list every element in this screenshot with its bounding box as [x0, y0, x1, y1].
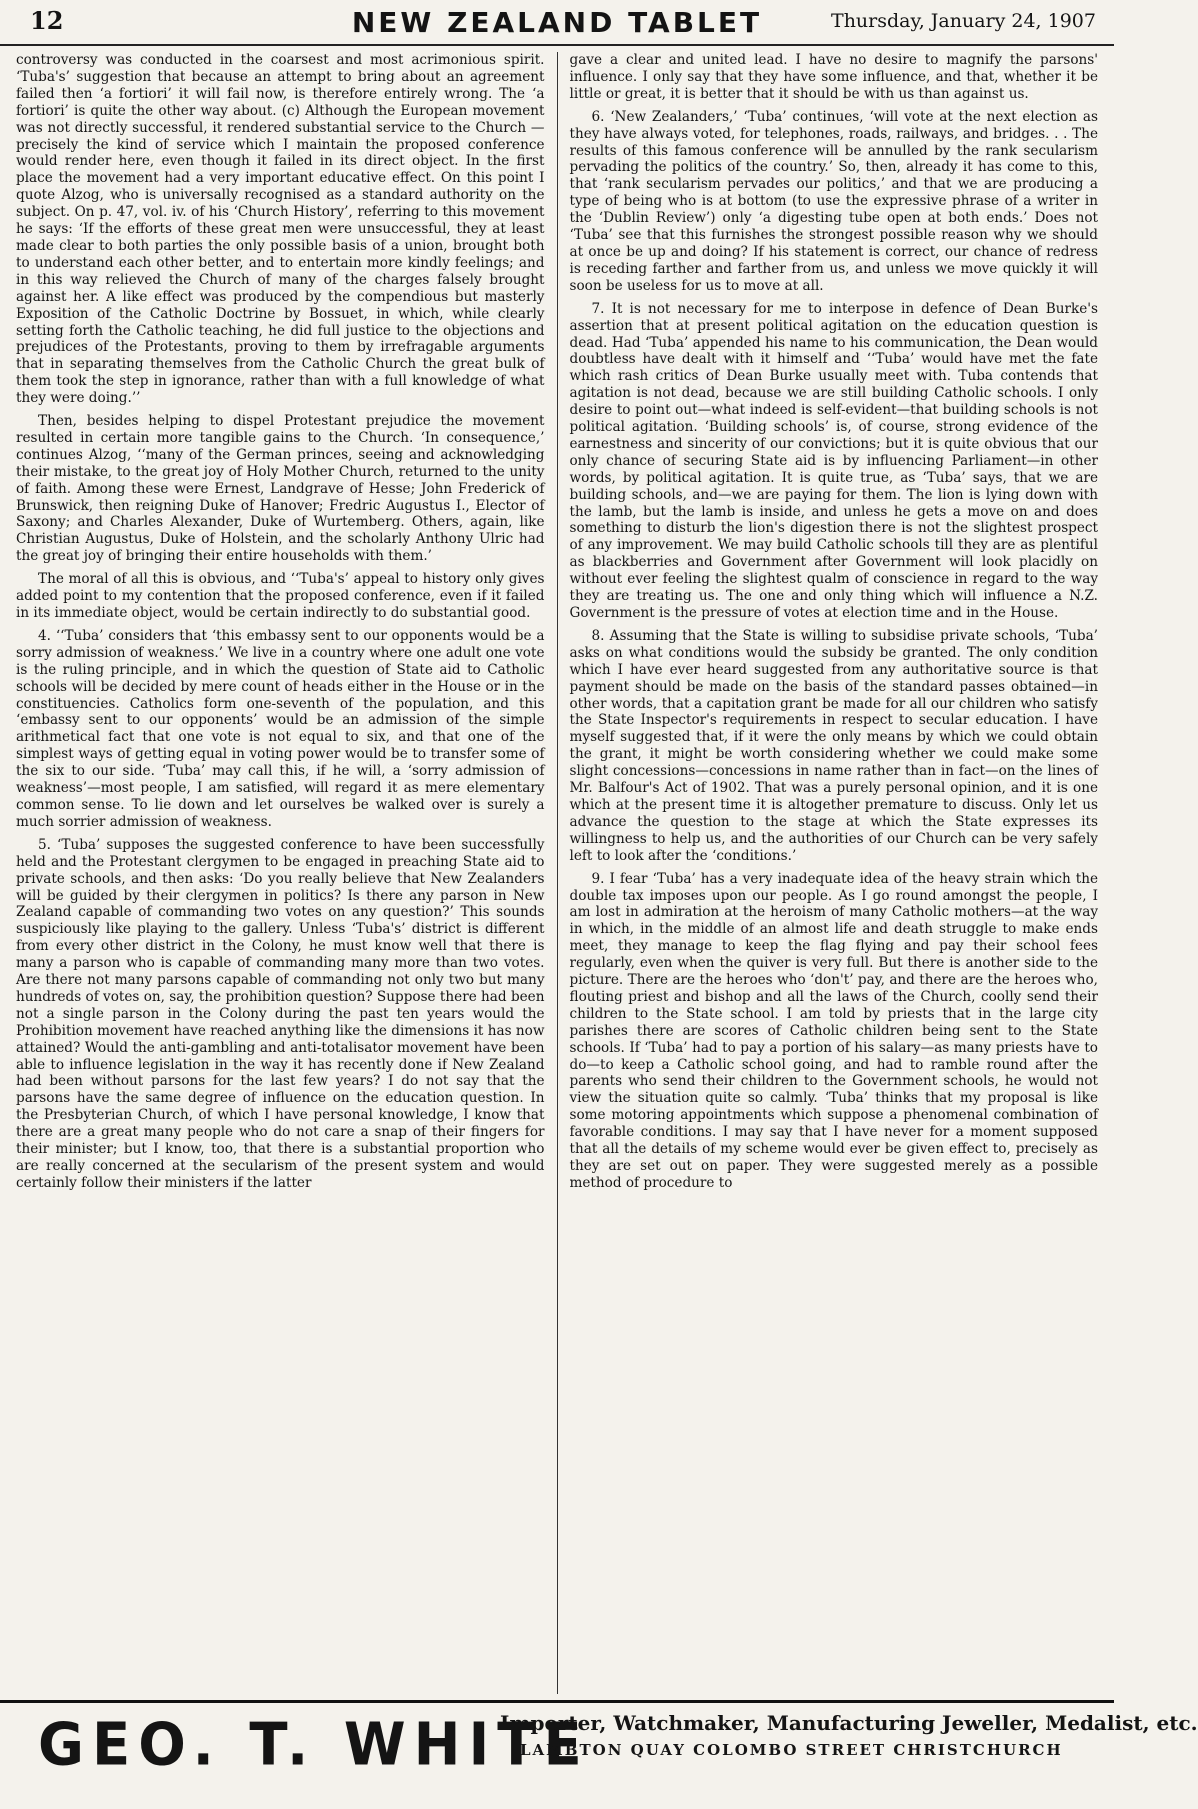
advertiser-description: Importer, Watchmaker, Manufacturing Jeweller, Medalist, etc.	[500, 1711, 1198, 1735]
paragraph-point-8: 8. Assuming that the State is willing to subsidise private schools, ‘Tuba’ asks on what conditions would the subsidy be granted. The only condition which I have ever heard suggested from any authoritative source is that payment should be made on the basis of the standard passes obtained—in other words, that a capitation grant be made for all our children who satisfy the State Inspector's requirements in respect to secular education. I have myself suggested that, if it were the only means by which we could obtain the grant, it might be worth considering whether we could make some slight concessions—concessions in name rather than in fact—on the lines of Mr. Balfour's Act of 1902. That was a purely personal opinion, and it is one which at the present time it is altogether premature to discuss. Only let us advance the question to the stage at which the State expresses its willingness to help us, and the authorities of our Church can be very safely left to look after the ‘conditions.’	[569, 627, 1098, 864]
article-body	[4, 52, 1110, 1694]
paragraph-point-7: 7. It is not necessary for me to interpose in defence of Dean Burke's assertion that at present political agitation on the education question is dead. Had ‘Tuba’ appended his name to his communication, the Dean would doubtless have dealt with it himself and ‘‘Tuba’ would have met the fate which rash critics of Dean Burke usually meet with. Tuba contends that agitation is not dead, because we are still building Catholic schools. I only desire to point out—what indeed is self-evident—that building schools is not political agitation. ‘Building schools’ is, of course, strong evidence of the earnestness and sincerity of our convictions; but it is quite obvious that our only chance of securing State aid is by influencing Parliament—in other words, by political agitation. It is quite true, as ‘Tuba’ says, that we are building schools, and—we are paying for them. The lion is lying down with the lamb, but the lamb is inside, and unless he gets a move on and does something to disturb the lion's digestion there is not the slightest prospect of any improvement. We may build Catholic schools till they are as plentiful as blackberries and Government after Government will look placidly on without ever feeling the slightest qualm of conscience in regard to the way they are treating us. The one and only thing which will influence a N.Z. Government is the pressure of votes at election time and in the House.	[569, 300, 1098, 621]
paragraph-continued: controversy was conducted in the coarsest and most acrimonious spirit. ‘Tuba's’ suggestion that because an attempt to bring about an agreement failed then ‘a fortiori’ it will fail now, is therefore entirely wrong. The ‘a fortiori’ is quite the other way about. (c) Although the European movement was not directly successful, it rendered substantial service to the Church —precisely the kind of service which I maintain the proposed conference would render here, even though it failed in its direct object. In the first place the movement had a very important educative effect. On this point I quote Alzog, who is universally recognised as a standard authority on the subject. On p. 47, vol. iv. of his ‘Church History’, referring to this movement he says: ‘If the efforts of these great men were unsuccessful, they at least made clear to both parties the only possible basis of a union, brought both to understand each other better, and to entertain more kindly feelings; and in this way relieved the Church of many of the charges falsely brought against her. A like effect was produced by the compendious but masterly Exposition of the Catholic Doctrine by Bossuet, in which, while clearly setting forth the Catholic teaching, he did full justice to the objections and prejudices of the Protestants, proving to them by irrefragable arguments that in separating themselves from the Catholic Church the great bulk of them took the step in ignorance, rather than with a full knowledge of what they were doing.’’	[16, 52, 545, 407]
paragraph-alzog-gains: Then, besides helping to dispel Protestant prejudice the movement resulted in certain more tangible gains to the Church. ‘In consequence,’ continues Alzog, ‘‘many of the German princes, seeing and acknowledging their mistake, to the great joy of Holy Mother Church, returned to the unity of faith. Among these were Ernest, Landgrave of Hesse; John Frederick of Brunswick, then reigning Duke of Hanover; Fredric Augustus I., Elector of Saxony; and Charles Alexander, Duke of Wurtemberg. Others, again, like Christian Augustus, Duke of Holstein, and the scholarly Anthony Ulric had the great joy of bringing their entire households with them.’	[16, 413, 545, 565]
right-column	[557, 52, 1111, 1694]
masthead-title: NEW ZEALAND TABLET	[351, 6, 763, 39]
issue-date: Thursday, January 24, 1907	[831, 10, 1096, 32]
paragraph-point-6: 6. ‘New Zealanders,’ ‘Tuba’ continues, ‘will vote at the next election as they have always voted, for telephones, roads, railways, and bridges. . . The results of this famous conference will be annulled by the rank secularism pervading the politics of the country.’ So, then, already it has come to this, that ‘rank secularism pervades our politics,’ and that we are producing a type of being who is at bottom (to use the expressive phrase of a writer in the ‘Dublin Review’) only ‘a digesting tube open at both ends.’ Does not ‘Tuba’ see that this furnishes the strongest possible reason why we should at once be up and doing? If his statement is correct, our chance of redress is receding farther and farther from us, and unless we move quickly it will soon be useless for us to move at all.	[569, 108, 1098, 294]
paragraph-point-5: 5. ‘Tuba’ supposes the suggested conference to have been successfully held and the Protestant clergymen to be engaged in preaching State aid to private schools, and then asks: ‘Do you really believe that New Zealanders will be guided by their clergymen in politics? Is there any parson in New Zealand capable of commanding two votes on any question?’ This sounds suspiciously like playing to the gallery. Unless ‘Tuba's’ district is different from every other district in the Colony, he must know well that there is many a parson who is capable of commanding many more than two votes. Are there not many parsons capable of commanding not only two but many hundreds of votes on, say, the prohibition question? Suppose there had been not a single parson in the Colony during the past ten years would the Prohibition movement have reached anything like the dimensions it has now attained? Would the anti-gambling and anti-totalisator movement have been able to influence legislation in the way it has recently done if New Zealand had been without parsons for the last few years? I do not say that the parsons have the same degree of influence on the education question. In the Presbyterian Church, of which I have personal knowledge, I know that there are a great many people who do not care a snap of their fingers for their minister; but I know, too, that there is a substantial proportion who are really concerned at the secularism of the present system and would certainly follow their ministers if the latter	[16, 836, 545, 1191]
paragraph-clear-lead: gave a clear and united lead. I have no desire to magnify the parsons' influence. I only say that they have some influence, and that, whether it be little or great, it is better that it should be with us than against us.	[569, 52, 1098, 102]
page-number: 12	[30, 6, 64, 35]
paragraph-point-9: 9. I fear ‘Tuba’ has a very inadequate idea of the heavy strain which the double tax imposes upon our people. As I go round amongst the people, I am lost in admiration at the heroism of many Catholic mothers—at the way in which, in the middle of an almost life and death struggle to make ends meet, they manage to keep the flag flying and pay their school fees regularly, even when the quiver is very full. But there is another side to the picture. There are the heroes who ‘don't’ pay, and there are the heroes who, flouting priest and bishop and all the laws of the Church, coolly send their children to the State school. I am told by priests that in the large city parishes there are scores of Catholic children being sent to the State schools. If ‘Tuba’ had to pay a portion of his salary—as many priests have to do—to keep a Catholic school going, and had to ramble round after the parents who send their children to the Government schools, he would not view the situation quite so calmly. ‘Tuba’ thinks that my proposal is like some motoring appointments which suppose a phenomenal combination of favorable conditions. I may say that I have never for a moment supposed that all the details of my scheme would ever be given effect to, precisely as they are set out on paper. They were suggested merely as a possible method of procedure to	[569, 870, 1098, 1191]
paragraph-point-4: 4. ‘‘Tuba’ considers that ‘this embassy sent to our opponents would be a sorry admission of weakness.’ We live in a country where one adult one vote is the ruling principle, and in which the question of State aid to Catholic schools will be decided by mere count of heads either in the House or in the constituencies. Catholics form one-seventh of the population, and this ‘embassy sent to our opponents’ would be an admission of the simple arithmetical fact that one vote is not equal to six, and that one of the simplest ways of getting equal in voting power would be to transfer some of the six to our side. ‘Tuba’ may call this, if he will, a ‘sorry admission of weakness’—most people, I am satisfied, will regard it as mere elementary common sense. To lie down and let ourselves be walked over is surely a much sorrier admission of weakness.	[16, 627, 545, 830]
left-column	[4, 52, 557, 1694]
paragraph-moral: The moral of all this is obvious, and ‘‘Tuba's’ appeal to history only gives added point to my contention that the proposed conference, even if it failed in its immediate object, would be certain indirectly to do substantial good.	[16, 571, 545, 621]
advertiser-address: LAMBTON QUAY COLOMBO STREET CHRISTCHURCH	[520, 1741, 1063, 1759]
advertisement-banner	[0, 1700, 1198, 1809]
advertiser-name: GEO. T. WHITE	[38, 1711, 590, 1780]
page-header	[0, 0, 1114, 46]
